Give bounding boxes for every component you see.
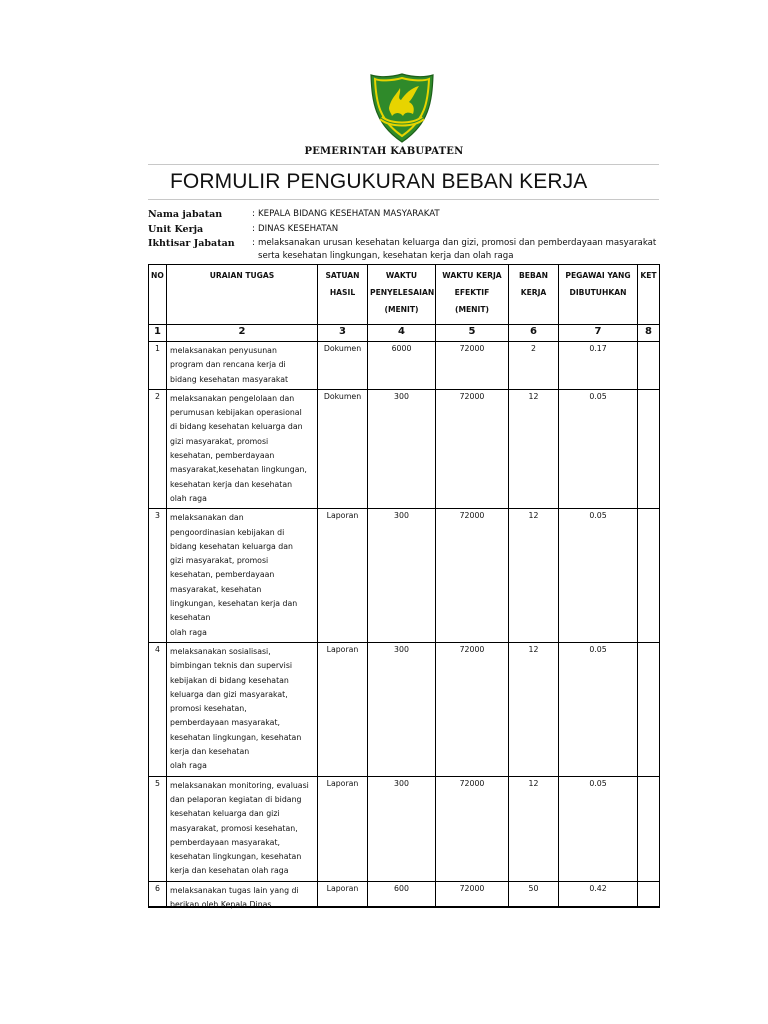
- column-number: 7: [559, 325, 638, 342]
- task-description-line: perumusan kebijakan operasional: [170, 408, 302, 418]
- satuan-hasil: Laporan: [318, 642, 368, 776]
- table-header-row: [149, 265, 660, 325]
- table-row: [149, 509, 660, 643]
- task-description-line: kebijakan di bidang kesehatan: [170, 675, 289, 685]
- ikhtisar-value-continued: serta kesehatan lingkungan, kesehatan kerja dan olah raga: [258, 251, 514, 261]
- task-description-line: program dan rencana kerja di: [170, 360, 286, 370]
- task-description-line: melaksanakan monitoring, evaluasi: [170, 780, 309, 790]
- workload-table: [148, 264, 660, 908]
- keterangan: [638, 509, 660, 643]
- ikhtisar-label: Ikhtisar Jabatan: [148, 238, 235, 249]
- table-row: [149, 389, 660, 508]
- pegawai-dibutuhkan: 0.05: [559, 776, 638, 881]
- waktu-penyelesaian: 300: [368, 389, 436, 508]
- task-description-line: melaksanakan penyusunan: [170, 346, 277, 355]
- task-description-line: kesehatan kerja dan kesehatan: [170, 479, 293, 489]
- waktu-penyelesaian: 300: [368, 509, 436, 643]
- header-no: NO: [149, 265, 167, 325]
- row-number: 3: [149, 509, 167, 643]
- task-description-line: berikan oleh Kepala Dinas: [170, 899, 272, 909]
- form-title: FORMULIR PENGUKURAN BEBAN KERJA: [170, 170, 588, 193]
- waktu-efektif: 72000: [436, 342, 509, 390]
- task-description-line: pemberdayaan masyarakat,: [170, 718, 280, 728]
- column-number: 3: [318, 325, 368, 342]
- row-number: 6: [149, 881, 167, 907]
- task-description-line: gizi masyarakat, promosi: [170, 436, 269, 446]
- satuan-hasil: Laporan: [318, 881, 368, 907]
- beban-kerja: 12: [509, 389, 559, 508]
- row-number: 4: [149, 642, 167, 776]
- table-row: [149, 776, 660, 881]
- ikhtisar-value: melaksanakan urusan kesehatan keluarga dan gizi, promosi dan pemberdayaan masyarakat: [258, 238, 657, 248]
- task-description-line: bimbingan teknis dan supervisi: [170, 661, 293, 671]
- waktu-efektif: 72000: [436, 642, 509, 776]
- beban-kerja: 50: [509, 881, 559, 907]
- task-description-line: olah raga: [170, 761, 207, 771]
- waktu-penyelesaian: 300: [368, 642, 436, 776]
- task-description-line: kesehatan lingkungan, kesehatan: [170, 732, 302, 742]
- satuan-hasil: Laporan: [318, 776, 368, 881]
- task-description-line: melaksanakan pengelolaan dan: [170, 393, 295, 403]
- column-number-row: [149, 325, 660, 342]
- task-description: [167, 642, 318, 776]
- waktu-efektif: 72000: [436, 776, 509, 881]
- task-description-line: gizi masyarakat, promosi: [170, 556, 269, 566]
- row-number: 5: [149, 776, 167, 881]
- unit-label: Unit Kerja: [148, 224, 204, 235]
- header-uraian: URAIAN TUGAS: [167, 265, 318, 325]
- task-description: [167, 389, 318, 508]
- keterangan: [638, 776, 660, 881]
- keterangan: [638, 881, 660, 907]
- table-row: [149, 342, 660, 390]
- task-description: [167, 509, 318, 643]
- pegawai-dibutuhkan: 0.17: [559, 342, 638, 390]
- task-description-line: kesehatan: [170, 613, 211, 623]
- task-description-line: masyarakat, kesehatan: [170, 584, 262, 594]
- task-description-line: kesehatan lingkungan, kesehatan: [170, 852, 302, 862]
- waktu-penyelesaian: 6000: [368, 342, 436, 390]
- task-description: [167, 342, 318, 390]
- divider: [148, 164, 659, 165]
- column-number: 6: [509, 325, 559, 342]
- pegawai-dibutuhkan: 0.05: [559, 389, 638, 508]
- satuan-hasil: Dokumen: [318, 342, 368, 390]
- task-description: [167, 881, 318, 907]
- task-description-line: keluarga dan gizi masyarakat,: [170, 689, 288, 699]
- pegawai-dibutuhkan: 0.05: [559, 509, 638, 643]
- waktu-penyelesaian: 600: [368, 881, 436, 907]
- waktu-efektif: 72000: [436, 509, 509, 643]
- column-number: 2: [167, 325, 318, 342]
- task-description-line: masyarakat,kesehatan lingkungan,: [170, 465, 307, 475]
- task-description-line: dan pelaporan kegiatan di bidang: [170, 794, 302, 804]
- pegawai-dibutuhkan: 0.05: [559, 642, 638, 776]
- column-number: 8: [638, 325, 660, 342]
- row-number: 2: [149, 389, 167, 508]
- column-number: 1: [149, 325, 167, 342]
- task-description-line: lingkungan, kesehatan kerja dan: [170, 599, 298, 609]
- header-pegawai: PEGAWAI YANG DIBUTUHKAN: [559, 265, 638, 325]
- header-beban: BEBAN KERJA: [509, 265, 559, 325]
- table-row: [149, 881, 660, 907]
- waktu-efektif: 72000: [436, 881, 509, 907]
- task-description-line: kesehatan, pemberdayaan: [170, 570, 275, 580]
- task-description-line: pengoordinasian kebijakan di: [170, 527, 285, 537]
- jabatan-value: KEPALA BIDANG KESEHATAN MASYARAKAT: [258, 209, 440, 219]
- waktu-penyelesaian: 300: [368, 776, 436, 881]
- task-description-line: melaksanakan sosialisasi,: [170, 646, 271, 656]
- task-description-line: olah raga: [170, 627, 207, 637]
- task-description-line: melaksanakan dan: [170, 513, 244, 523]
- beban-kerja: 12: [509, 509, 559, 643]
- beban-kerja: 12: [509, 642, 559, 776]
- task-description-line: olah raga: [170, 493, 207, 503]
- header-satuan: SATUAN HASIL: [318, 265, 368, 325]
- task-description: [167, 776, 318, 881]
- keterangan: [638, 389, 660, 508]
- satuan-hasil: Dokumen: [318, 389, 368, 508]
- table-row: [149, 642, 660, 776]
- government-heading: PEMERINTAH KABUPATEN: [304, 146, 464, 157]
- unit-value: DINAS KESEHATAN: [258, 224, 339, 234]
- task-description-line: di bidang kesehatan keluarga dan: [170, 422, 303, 432]
- header-waktu-penyelesaian: WAKTU PENYELESAIAN (MENIT): [368, 265, 436, 325]
- task-description-line: kesehatan keluarga dan gizi: [170, 809, 280, 819]
- colon: :: [252, 238, 256, 248]
- keterangan: [638, 642, 660, 776]
- column-number: 5: [436, 325, 509, 342]
- district-emblem-icon: [367, 72, 437, 144]
- task-description-line: bidang kesehatan keluarga dan: [170, 541, 293, 551]
- colon: :: [252, 209, 256, 219]
- task-description-line: pemberdayaan masyarakat,: [170, 837, 280, 847]
- colon: :: [252, 224, 256, 234]
- task-description-line: kesehatan, pemberdayaan: [170, 451, 275, 461]
- task-description-line: melaksanakan tugas lain yang di: [170, 885, 299, 895]
- jabatan-label: Nama jabatan: [148, 209, 223, 220]
- row-number: 1: [149, 342, 167, 390]
- beban-kerja: 2: [509, 342, 559, 390]
- task-description-line: promosi kesehatan,: [170, 704, 247, 714]
- beban-kerja: 12: [509, 776, 559, 881]
- keterangan: [638, 342, 660, 390]
- task-description-line: kerja dan kesehatan: [170, 747, 250, 757]
- column-number: 4: [368, 325, 436, 342]
- task-description-line: masyarakat, promosi kesehatan,: [170, 823, 298, 833]
- header-waktu-efektif: WAKTU KERJA EFEKTIF (MENIT): [436, 265, 509, 325]
- satuan-hasil: Laporan: [318, 509, 368, 643]
- header-ket: KET: [638, 265, 660, 325]
- waktu-efektif: 72000: [436, 389, 509, 508]
- pegawai-dibutuhkan: 0.42: [559, 881, 638, 907]
- task-description-line: bidang kesehatan masyarakat: [170, 374, 289, 384]
- divider: [148, 199, 659, 200]
- task-description-line: kerja dan kesehatan olah raga: [170, 866, 289, 876]
